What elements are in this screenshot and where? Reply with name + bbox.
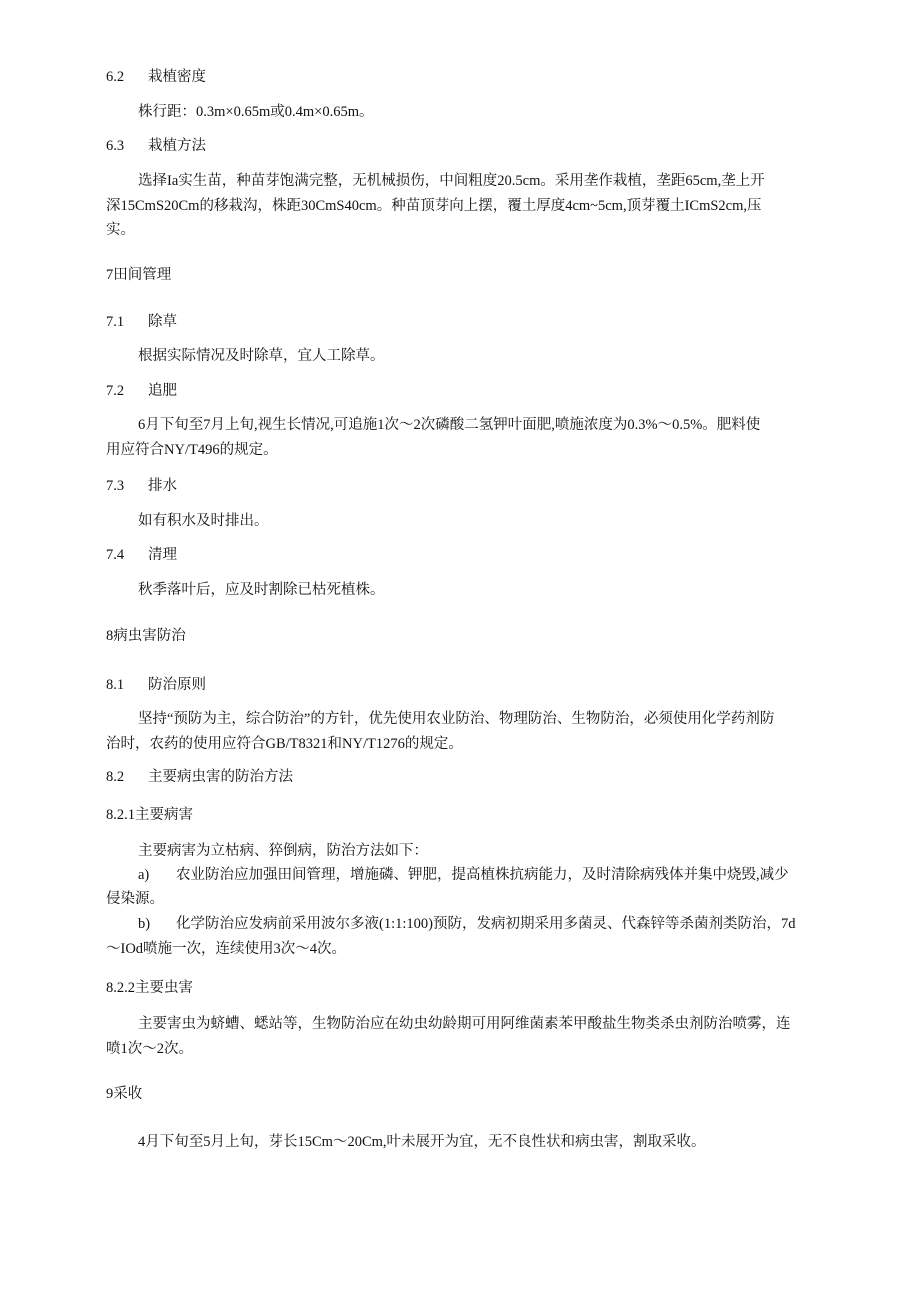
- section-8-2-2-line-2: 喷1次～2次。: [106, 1041, 193, 1057]
- section-8-2-2-line-1: 主要害虫为蛴螬、蟋站等，生物防治应在幼虫幼龄期可用阿维菌素苯甲酸盐生物类杀虫剂防治喷雾，连: [138, 1016, 791, 1032]
- section-7-4-title: 清理: [148, 547, 177, 563]
- section-8-1-line-1: 坚持“预防为主，综合防治”的方针，优先使用农业防治、物理防治、生物防治，必须使用化学药剂防: [138, 711, 775, 727]
- section-6-3-number: 6.3: [106, 138, 125, 154]
- section-9-text: 4月下旬至5月上旬，芽长15Cm～20Cm,叶未展开为宜，无不良性状和病虫害，割取采收。: [138, 1134, 706, 1150]
- chapter-8-heading: 8病虫害防治: [106, 628, 186, 644]
- section-6-2-text: 株行距：0.3m×0.65m或0.4m×0.65m。: [138, 104, 374, 120]
- section-8-2-title: 主要病虫害的防治方法: [148, 769, 293, 785]
- section-6-3-line-1: 选择Ia实生苗，种苗芽饱满完整，无机械损伤，中间粗度20.5cm。采用垄作栽植，垄距65cm,垄上开: [138, 173, 765, 189]
- section-8-1-title: 防治原则: [148, 677, 206, 693]
- section-8-2-1-title: 8.2.1主要病害: [106, 807, 193, 823]
- section-7-1-number: 7.1: [106, 314, 125, 330]
- section-7-3-title: 排水: [148, 478, 177, 494]
- section-8-2-number: 8.2: [106, 769, 125, 785]
- section-6-3-title: 栽植方法: [148, 138, 206, 154]
- section-7-1-text: 根据实际情况及时除草，宜人工除草。: [138, 348, 385, 364]
- section-6-2-number: 6.2: [106, 69, 125, 85]
- section-7-1-title: 除草: [148, 314, 177, 330]
- chapter-7-heading: 7田间管理: [106, 267, 172, 283]
- section-7-4-text: 秋季落叶后，应及时割除已枯死植株。: [138, 582, 385, 598]
- section-7-2-line-1: 6月下旬至7月上旬,视生长情况,可追施1次～2次磷酸二氢钾叶面肥,喷施浓度为0.3%～0.5%。肥料使: [138, 417, 761, 433]
- section-7-3-number: 7.3: [106, 478, 125, 494]
- section-7-2-line-2: 用应符合NY/T496的规定。: [106, 442, 278, 458]
- item-b-line-1: 化学防治应发病前采用波尔多液(1:1:100)预防，发病初期采用多菌灵、代森锌等杀菌剂类防治，7d: [176, 916, 796, 932]
- section-7-2-title: 追肥: [148, 383, 177, 399]
- item-a-line-2: 侵染源。: [106, 891, 164, 907]
- section-6-3-line-2: 深15CmS20Cm的移栽沟，株距30CmS40cm。种苗顶芽向上摆，覆土厚度4cm~5cm,顶芽覆土ICmS2cm,压: [106, 198, 762, 214]
- section-8-2-2-title: 8.2.2主要虫害: [106, 980, 193, 996]
- item-b-label: b): [138, 916, 151, 932]
- section-7-2-number: 7.2: [106, 383, 125, 399]
- section-8-1-line-2: 治时，农药的使用应符合GB/T8321和NY/T1276的规定。: [106, 736, 463, 752]
- section-7-3-text: 如有积水及时排出。: [138, 513, 269, 529]
- section-8-2-1-intro: 主要病害为立枯病、猝倒病，防治方法如下：: [138, 843, 428, 859]
- item-b-line-2: ～IOd喷施一次，连续使用3次～4次。: [106, 941, 347, 957]
- item-a-line-1: 农业防治应加强田间管理，增施磷、钾肥，提高植株抗病能力，及时清除病残体并集中烧毁,减少: [176, 867, 789, 883]
- item-a-label: a): [138, 867, 150, 883]
- section-6-3-line-3: 实。: [106, 222, 135, 238]
- chapter-9-heading: 9采收: [106, 1086, 143, 1102]
- section-6-2-title: 栽植密度: [148, 69, 206, 85]
- section-8-1-number: 8.1: [106, 677, 125, 693]
- section-7-4-number: 7.4: [106, 547, 125, 563]
